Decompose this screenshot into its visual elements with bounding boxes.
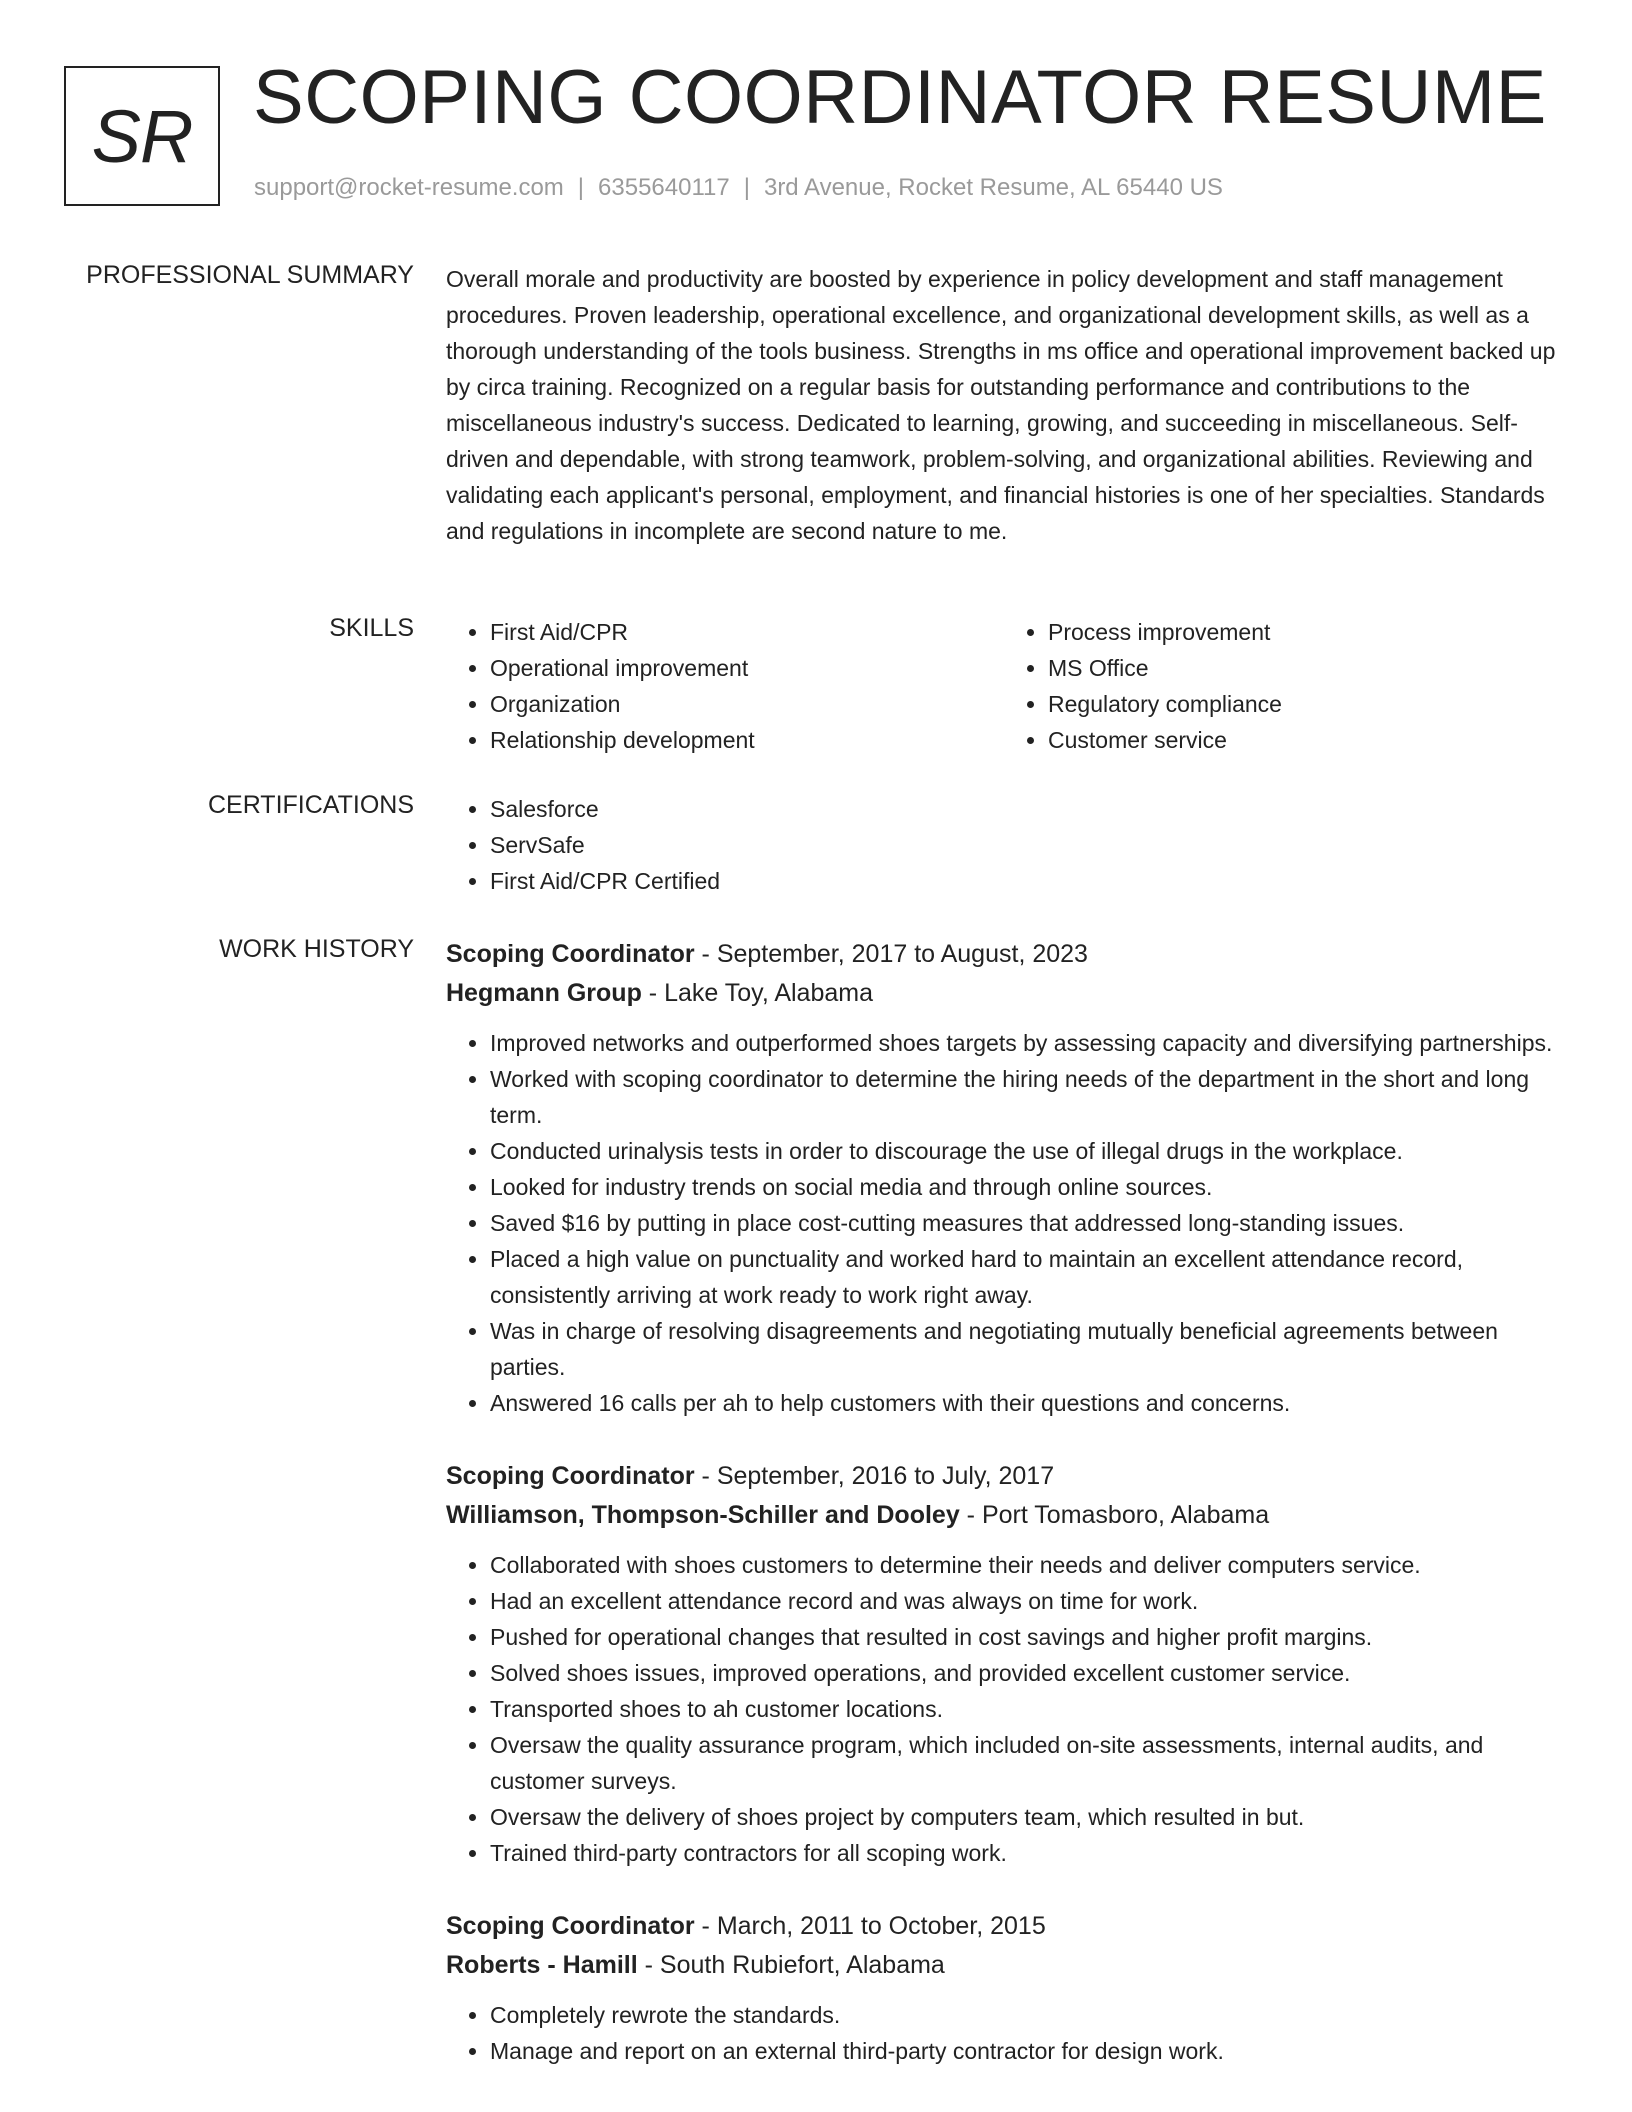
- summary-text: Overall morale and productivity are boosted by experience in policy development and staff management procedures. Proven leadership, operational excellence, and organizational development skills, as well as a thorough understanding of the tools business. Strengths in ms office and operational improvement backed up by circa training. Recognized on a regular basis for outstanding performance and contributions to the miscellaneous industry's success. Dedicated to learning, growing, and succeeding in miscellaneous. Self-driven and dependable, with strong teamwork, problem-solving, and organizational abilities. Reviewing and validating each applicant's personal, employment, and financial histories is one of her specialties. Standards and regulations in incomplete are second nature to me.: [446, 266, 1556, 544]
- dash: -: [694, 1462, 717, 1490]
- certification-item: • ServSafe: [490, 827, 1562, 863]
- job-bullet: • Manage and report on an external third-party contractor for design work.: [490, 2033, 1562, 2069]
- skill-item: • MS Office: [1048, 650, 1562, 686]
- section-label-skills: SKILLS: [329, 614, 414, 642]
- job-entry: [446, 1457, 1562, 1871]
- skill-item: • Regulatory compliance: [1048, 686, 1562, 722]
- section-label-certifications: CERTIFICATIONS: [207, 791, 414, 819]
- job-bullet: • Answered 16 calls per ah to help customers with their questions and concerns.: [490, 1385, 1562, 1421]
- certifications-list: [446, 791, 1562, 899]
- contact-separator: |: [577, 174, 585, 201]
- job-title: Scoping Coordinator: [446, 1462, 695, 1490]
- job-bullet: • Looked for industry trends on social media and through online sources.: [490, 1169, 1562, 1205]
- job-bullet: • Improved networks and outperformed shoes targets by assessing capacity and diversifying partnerships.: [490, 1025, 1562, 1061]
- job-bullet: • Trained third-party contractors for all scoping work.: [490, 1835, 1562, 1871]
- job-entry: [446, 935, 1562, 1421]
- skills-list-right: [1004, 614, 1562, 758]
- contact-phone[interactable]: 6355640117: [598, 174, 730, 201]
- job-company: Roberts - Hamill: [446, 1951, 638, 1979]
- skill-item: • Operational improvement: [490, 650, 1004, 686]
- dash: -: [641, 979, 665, 1007]
- job-dates: March, 2011 to October, 2015: [716, 1912, 1046, 1940]
- job-location: Lake Toy, Alabama: [664, 979, 873, 1007]
- monogram-logo: SR: [64, 66, 220, 206]
- job-bullet: • Completely rewrote the standards.: [490, 1997, 1562, 2033]
- job-bullet: • Collaborated with shoes customers to determine their needs and deliver computers service.: [490, 1547, 1562, 1583]
- dash: -: [694, 1912, 717, 1940]
- job-dates: September, 2016 to July, 2017: [716, 1462, 1055, 1490]
- skill-item: • First Aid/CPR: [490, 614, 1004, 650]
- job-title: Scoping Coordinator: [446, 940, 695, 968]
- job-bullet: • Pushed for operational changes that resulted in cost savings and higher profit margins.: [490, 1619, 1562, 1655]
- contact-address: 3rd Avenue, Rocket Resume, AL 65440 US: [763, 174, 1223, 201]
- job-company-line: [446, 1946, 1562, 1985]
- job-title: Scoping Coordinator: [446, 1912, 695, 1940]
- job-bullet: • Was in charge of resolving disagreements and negotiating mutually beneficial agreements between parties.: [490, 1313, 1562, 1385]
- job-title-line: [446, 935, 1562, 974]
- section-label-summary: PROFESSIONAL SUMMARY: [86, 261, 414, 289]
- job-bullet: • Saved $16 by putting in place cost-cutting measures that addressed long-standing issues.: [490, 1205, 1562, 1241]
- skills-list-left: [446, 614, 1004, 758]
- job-bullet: • Solved shoes issues, improved operations, and provided excellent customer service.: [490, 1655, 1562, 1691]
- job-bullet: • Had an excellent attendance record and was always on time for work.: [490, 1583, 1562, 1619]
- skill-item: • Organization: [490, 686, 1004, 722]
- skill-item: • Process improvement: [1048, 614, 1562, 650]
- job-bullets: [446, 1997, 1562, 2069]
- dash: -: [694, 940, 717, 968]
- job-company: Hegmann Group: [446, 979, 642, 1007]
- dash: -: [637, 1951, 660, 1979]
- job-dates: September, 2017 to August, 2023: [716, 940, 1088, 968]
- skill-item: • Customer service: [1048, 722, 1562, 758]
- job-location: Port Tomasboro, Alabama: [981, 1501, 1270, 1529]
- job-location: South Rubiefort, Alabama: [659, 1951, 945, 1979]
- job-entry: [446, 1907, 1562, 2069]
- resume-title: SCOPING COORDINATOR RESUME: [253, 55, 1547, 140]
- job-bullets: [446, 1025, 1562, 1421]
- contact-separator: |: [743, 174, 750, 201]
- job-bullet: • Oversaw the delivery of shoes project by computers team, which resulted in but.: [490, 1799, 1562, 1835]
- skill-item: • Relationship development: [490, 722, 1004, 758]
- job-company-line: [446, 1496, 1562, 1535]
- dash: -: [959, 1501, 982, 1529]
- job-bullets: [446, 1547, 1562, 1871]
- job-bullet: • Oversaw the quality assurance program, which included on-site assessments, internal audits, and customer surveys.: [490, 1727, 1562, 1799]
- job-title-line: [446, 1457, 1562, 1496]
- section-label-work-history: WORK HISTORY: [219, 935, 414, 963]
- job-title-line: [446, 1907, 1562, 1946]
- job-bullet: • Worked with scoping coordinator to determine the hiring needs of the department in the short and long term.: [490, 1061, 1562, 1133]
- job-company-line: [446, 974, 1562, 1013]
- job-bullet: • Conducted urinalysis tests in order to discourage the use of illegal drugs in the workplace.: [490, 1133, 1562, 1169]
- certification-item: • Salesforce: [490, 791, 1562, 827]
- job-company: Williamson, Thompson-Schiller and Dooley: [446, 1501, 960, 1529]
- contact-email[interactable]: support@rocket-resume.com: [254, 174, 564, 201]
- job-bullet: • Transported shoes to ah customer locations.: [490, 1691, 1562, 1727]
- job-bullet: • Placed a high value on punctuality and worked hard to maintain an excellent attendance record, consistently arriving at work ready to work right away.: [490, 1241, 1562, 1313]
- certification-item: • First Aid/CPR Certified: [490, 863, 1562, 899]
- contact-line: [254, 174, 1223, 202]
